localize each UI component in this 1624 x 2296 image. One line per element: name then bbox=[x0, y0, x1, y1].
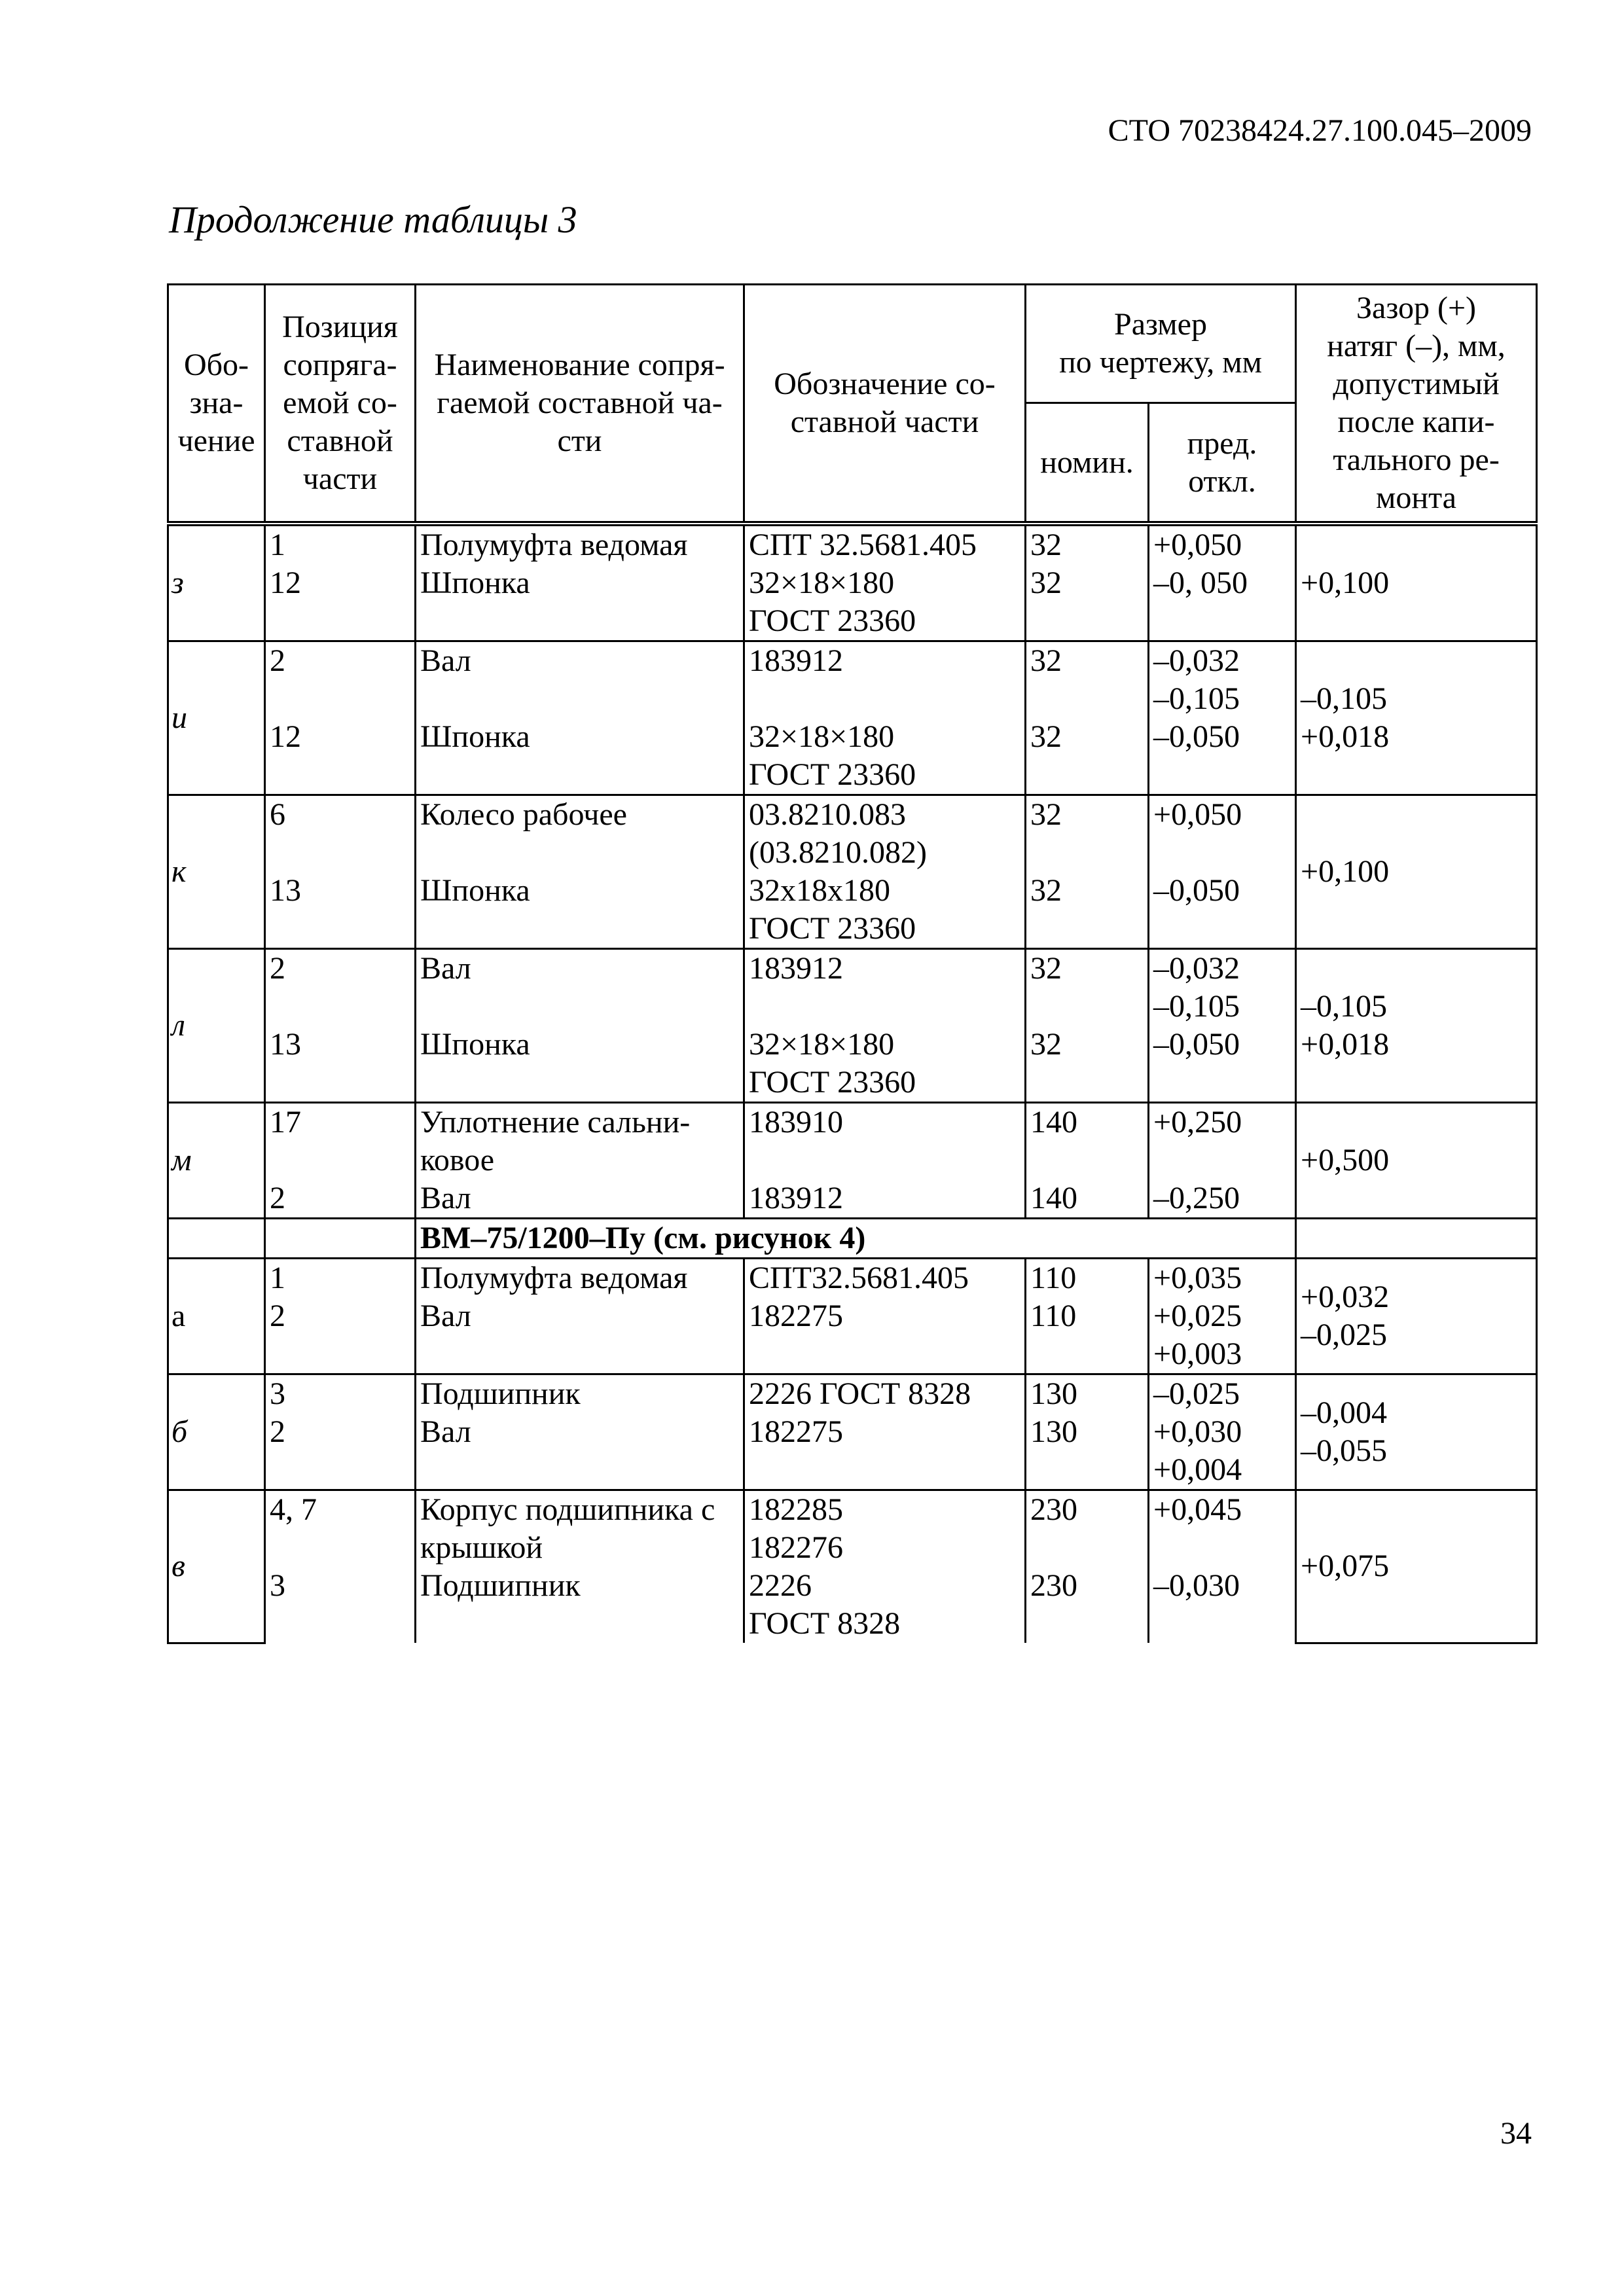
table-row bbox=[168, 1490, 1537, 1568]
position-cell: 12 bbox=[265, 564, 416, 641]
part-code-cell bbox=[744, 1026, 1026, 1103]
text-line: чение bbox=[177, 423, 255, 458]
text-line: Шпонка bbox=[420, 1027, 530, 1062]
text-line: +0,100 bbox=[1301, 565, 1390, 600]
text-line: –0, 050 bbox=[1153, 565, 1248, 600]
nominal-size-cell: 32 bbox=[1026, 872, 1149, 949]
deviation-cell bbox=[1149, 872, 1296, 949]
table-row bbox=[168, 641, 1537, 719]
text-line: –0,025 bbox=[1153, 1376, 1240, 1411]
part-name-cell bbox=[416, 1567, 744, 1643]
text-line: Шпонка bbox=[420, 873, 530, 908]
section-row bbox=[168, 1219, 1537, 1259]
text-line: –0,105 bbox=[1153, 681, 1240, 716]
empty-cell bbox=[168, 1219, 265, 1259]
text-line: +0,025 bbox=[1153, 1299, 1242, 1333]
deviation-cell bbox=[1149, 1490, 1296, 1568]
text-line: ставной bbox=[287, 423, 393, 458]
position-cell: 4, 7 bbox=[265, 1490, 416, 1568]
part-name-cell bbox=[416, 949, 744, 1026]
deviation-cell bbox=[1149, 1413, 1296, 1490]
document-code: СТО 70238424.27.100.045–2009 bbox=[1108, 113, 1532, 148]
part-name-cell bbox=[416, 1103, 744, 1180]
text-line: тального ре- bbox=[1333, 442, 1500, 477]
clearance-cell bbox=[1296, 949, 1537, 1103]
text-line: Шпонка bbox=[420, 719, 530, 754]
part-name-cell bbox=[416, 1026, 744, 1103]
part-name-cell bbox=[416, 795, 744, 872]
text-line: ставной части bbox=[790, 404, 979, 439]
nominal-size-cell: 230 bbox=[1026, 1490, 1149, 1568]
nominal-size-cell: 32 bbox=[1026, 564, 1149, 641]
part-code-cell bbox=[744, 1103, 1026, 1180]
deviation-cell bbox=[1149, 1259, 1296, 1298]
text-line: 182276 bbox=[749, 1530, 843, 1565]
text-line: +0,030 bbox=[1153, 1414, 1242, 1449]
part-code-cell bbox=[744, 949, 1026, 1026]
empty-cell bbox=[1296, 1219, 1537, 1259]
position-cell: 3 bbox=[265, 1374, 416, 1414]
part-name-cell bbox=[416, 1179, 744, 1219]
part-name-cell bbox=[416, 1490, 744, 1568]
text-line: 32×18×180 bbox=[749, 719, 895, 754]
designation-cell: а bbox=[168, 1259, 265, 1374]
text-line: Обозначение со- bbox=[774, 367, 996, 401]
deviation-cell bbox=[1149, 718, 1296, 795]
text-line: Шпонка bbox=[420, 565, 530, 600]
nominal-size-cell: 130 bbox=[1026, 1374, 1149, 1414]
text-line: Полумуфта ведомая bbox=[420, 1261, 688, 1295]
text-line: +0,018 bbox=[1301, 719, 1390, 754]
table-row bbox=[168, 795, 1537, 872]
part-code-cell bbox=[744, 564, 1026, 641]
nominal-size-cell: 32 bbox=[1026, 949, 1149, 1026]
part-name-cell bbox=[416, 641, 744, 719]
text-line: –0,105 bbox=[1153, 989, 1240, 1024]
designation-cell: м bbox=[168, 1103, 265, 1219]
text-line: 183912 bbox=[749, 643, 843, 678]
text-line: (03.8210.082) bbox=[749, 835, 927, 870]
text-line: ГОСТ 23360 bbox=[749, 757, 916, 792]
text-line: Вал bbox=[420, 951, 471, 986]
text-line: Вал bbox=[420, 1181, 471, 1215]
part-code-cell bbox=[744, 872, 1026, 949]
nominal-size-cell: 32 bbox=[1026, 718, 1149, 795]
part-name-cell bbox=[416, 718, 744, 795]
text-line: Подшипник bbox=[420, 1376, 581, 1411]
text-line: –0,004 bbox=[1301, 1395, 1388, 1430]
text-line: –0,032 bbox=[1153, 951, 1240, 986]
text-line: СПТ32.5681.405 bbox=[749, 1261, 969, 1295]
col-header-part-code bbox=[744, 285, 1026, 524]
text-line: Размер bbox=[1114, 307, 1207, 342]
clearance-cell bbox=[1296, 1103, 1537, 1219]
deviation-cell bbox=[1149, 1374, 1296, 1414]
part-name-cell bbox=[416, 1259, 744, 1298]
part-code-cell bbox=[744, 718, 1026, 795]
text-line: Позиция bbox=[282, 310, 398, 344]
position-cell: 1 bbox=[265, 1259, 416, 1298]
text-line: части bbox=[302, 461, 378, 496]
text-line: натяг (–), мм, bbox=[1327, 329, 1506, 363]
table-caption: Продолжение таблицы 3 bbox=[169, 198, 577, 241]
nominal-size-cell: 110 bbox=[1026, 1297, 1149, 1374]
position-cell: 2 bbox=[265, 641, 416, 719]
text-line: +0,035 bbox=[1153, 1261, 1242, 1295]
table-row bbox=[168, 524, 1537, 564]
nominal-size-cell: 130 bbox=[1026, 1413, 1149, 1490]
text-line: 2226 ГОСТ 8328 bbox=[749, 1376, 971, 1411]
text-line: 182275 bbox=[749, 1414, 843, 1449]
text-line: +0,018 bbox=[1301, 1027, 1390, 1062]
text-line: ковое bbox=[420, 1143, 495, 1177]
clearance-cell bbox=[1296, 641, 1537, 795]
section-title: ВМ–75/1200–Пу (см. рисунок 4) bbox=[416, 1219, 1296, 1259]
part-code-cell bbox=[744, 1179, 1026, 1219]
text-line: СПТ 32.5681.405 bbox=[749, 528, 977, 562]
text-line: 183912 bbox=[749, 1181, 843, 1215]
text-line: –0,050 bbox=[1153, 1027, 1240, 1062]
text-line: зна- bbox=[189, 386, 244, 420]
nominal-size-cell: 110 bbox=[1026, 1259, 1149, 1298]
text-line: Корпус подшипника с bbox=[420, 1492, 715, 1527]
position-cell: 17 bbox=[265, 1103, 416, 1180]
position-cell: 2 bbox=[265, 1413, 416, 1490]
part-code-cell bbox=[744, 1374, 1026, 1414]
text-line: –0,030 bbox=[1153, 1568, 1240, 1603]
nominal-size-cell: 32 bbox=[1026, 641, 1149, 719]
col-header-part-name bbox=[416, 285, 744, 524]
text-line: гаемой составной ча- bbox=[437, 386, 723, 420]
position-cell: 2 bbox=[265, 1297, 416, 1374]
deviation-cell bbox=[1149, 1179, 1296, 1219]
designation-cell: к bbox=[168, 795, 265, 949]
text-line: ГОСТ 8328 bbox=[749, 1606, 901, 1641]
nominal-size-cell: 32 bbox=[1026, 795, 1149, 872]
col-header-designation bbox=[168, 285, 265, 524]
part-code-cell bbox=[744, 1297, 1026, 1374]
text-line: 32x18x180 bbox=[749, 873, 890, 908]
text-line: Полумуфта ведомая bbox=[420, 528, 688, 562]
text-line: Колесо рабочее bbox=[420, 797, 627, 832]
designation-cell: и bbox=[168, 641, 265, 795]
col-header-clearance bbox=[1296, 285, 1537, 524]
text-line: –0,250 bbox=[1153, 1181, 1240, 1215]
text-line: после капи- bbox=[1337, 404, 1495, 439]
text-line: сти bbox=[557, 423, 602, 458]
position-cell: 12 bbox=[265, 718, 416, 795]
text-line: Подшипник bbox=[420, 1568, 581, 1603]
text-line: –0,050 bbox=[1153, 873, 1240, 908]
text-line: +0,004 bbox=[1153, 1452, 1242, 1487]
deviation-cell bbox=[1149, 1026, 1296, 1103]
text-line: +0,500 bbox=[1301, 1143, 1390, 1177]
part-name-cell bbox=[416, 524, 744, 564]
text-line: крышкой bbox=[420, 1530, 543, 1565]
table-row bbox=[168, 1374, 1537, 1414]
text-line: +0,075 bbox=[1301, 1549, 1390, 1584]
text-line: –0,105 bbox=[1301, 681, 1388, 716]
text-line: Наименование сопря- bbox=[434, 348, 725, 382]
text-line: 03.8210.083 bbox=[749, 797, 906, 832]
text-line: пред. bbox=[1187, 425, 1257, 461]
clearance-cell bbox=[1296, 795, 1537, 949]
clearance-cell bbox=[1296, 1259, 1537, 1374]
text-line: 183910 bbox=[749, 1105, 843, 1139]
designation-cell: з bbox=[168, 524, 265, 641]
part-name-cell bbox=[416, 872, 744, 949]
deviation-cell bbox=[1149, 949, 1296, 1026]
table-row bbox=[168, 949, 1537, 1026]
deviation-cell bbox=[1149, 1567, 1296, 1643]
text-line: ГОСТ 23360 bbox=[749, 911, 916, 946]
part-name-cell bbox=[416, 1297, 744, 1374]
text-line: +0,250 bbox=[1153, 1105, 1242, 1139]
text-line: 182285 bbox=[749, 1492, 843, 1527]
text-line: по чертежу, мм bbox=[1059, 345, 1262, 380]
text-line: 182275 bbox=[749, 1299, 843, 1333]
clearance-cell bbox=[1296, 1374, 1537, 1490]
part-code-cell bbox=[744, 1413, 1026, 1490]
text-line: +0,003 bbox=[1153, 1336, 1242, 1371]
text-line: откл. bbox=[1188, 463, 1256, 499]
deviation-cell bbox=[1149, 641, 1296, 719]
text-line: –0,025 bbox=[1301, 1318, 1388, 1352]
fit-table bbox=[167, 283, 1538, 1644]
text-line: +0,050 bbox=[1153, 797, 1242, 832]
col-header-nominal: номин. bbox=[1026, 403, 1149, 524]
text-line: Зазор (+) bbox=[1356, 291, 1477, 325]
text-line: Вал bbox=[420, 643, 471, 678]
col-header-size-group bbox=[1026, 285, 1296, 403]
designation-cell: в bbox=[168, 1490, 265, 1643]
designation-cell: л bbox=[168, 949, 265, 1103]
table-row bbox=[168, 1259, 1537, 1298]
text-line: 32×18×180 bbox=[749, 565, 895, 600]
part-code-cell bbox=[744, 1490, 1026, 1568]
empty-cell bbox=[265, 1219, 416, 1259]
text-line: +0,032 bbox=[1301, 1280, 1390, 1314]
text-line: –0,032 bbox=[1153, 643, 1240, 678]
text-line: +0,050 bbox=[1153, 528, 1242, 562]
table-row bbox=[168, 1103, 1537, 1180]
clearance-cell bbox=[1296, 524, 1537, 641]
text-line: 2226 bbox=[749, 1568, 812, 1603]
part-name-cell bbox=[416, 1413, 744, 1490]
text-line: 183912 bbox=[749, 951, 843, 986]
nominal-size-cell: 140 bbox=[1026, 1103, 1149, 1180]
text-line: допустимый bbox=[1333, 367, 1500, 401]
designation-cell: б bbox=[168, 1374, 265, 1490]
nominal-size-cell: 32 bbox=[1026, 1026, 1149, 1103]
deviation-cell bbox=[1149, 524, 1296, 564]
text-line: Уплотнение сальни- bbox=[420, 1105, 691, 1139]
text-line: емой со- bbox=[283, 386, 397, 420]
text-line: ГОСТ 23360 bbox=[749, 1065, 916, 1100]
page-number: 34 bbox=[1500, 2116, 1532, 2151]
text-line: 32×18×180 bbox=[749, 1027, 895, 1062]
position-cell: 2 bbox=[265, 949, 416, 1026]
deviation-cell bbox=[1149, 1103, 1296, 1180]
text-line: –0,105 bbox=[1301, 989, 1388, 1024]
text-line: +0,045 bbox=[1153, 1492, 1242, 1527]
position-cell: 3 bbox=[265, 1567, 416, 1643]
text-line: +0,100 bbox=[1301, 854, 1390, 889]
col-header-position bbox=[265, 285, 416, 524]
part-code-cell bbox=[744, 641, 1026, 719]
text-line: –0,050 bbox=[1153, 719, 1240, 754]
part-code-cell bbox=[744, 795, 1026, 872]
deviation-cell bbox=[1149, 1297, 1296, 1374]
position-cell: 2 bbox=[265, 1179, 416, 1219]
part-name-cell bbox=[416, 564, 744, 641]
text-line: Обо- bbox=[183, 348, 249, 382]
position-cell: 13 bbox=[265, 872, 416, 949]
part-name-cell bbox=[416, 1374, 744, 1414]
nominal-size-cell: 140 bbox=[1026, 1179, 1149, 1219]
clearance-cell bbox=[1296, 1490, 1537, 1643]
deviation-cell bbox=[1149, 564, 1296, 641]
text-line: ГОСТ 23360 bbox=[749, 603, 916, 638]
deviation-cell bbox=[1149, 795, 1296, 872]
part-code-cell bbox=[744, 1259, 1026, 1298]
position-cell: 13 bbox=[265, 1026, 416, 1103]
col-header-deviation bbox=[1149, 403, 1296, 524]
part-code-cell bbox=[744, 524, 1026, 564]
text-line: Вал bbox=[420, 1299, 471, 1333]
text-line: –0,055 bbox=[1301, 1433, 1388, 1468]
position-cell: 6 bbox=[265, 795, 416, 872]
part-code-cell bbox=[744, 1567, 1026, 1643]
text-line: монта bbox=[1376, 480, 1456, 515]
text-line: сопряга- bbox=[283, 348, 397, 382]
text-line: Вал bbox=[420, 1414, 471, 1449]
position-cell: 1 bbox=[265, 524, 416, 564]
nominal-size-cell: 32 bbox=[1026, 524, 1149, 564]
nominal-size-cell: 230 bbox=[1026, 1567, 1149, 1643]
